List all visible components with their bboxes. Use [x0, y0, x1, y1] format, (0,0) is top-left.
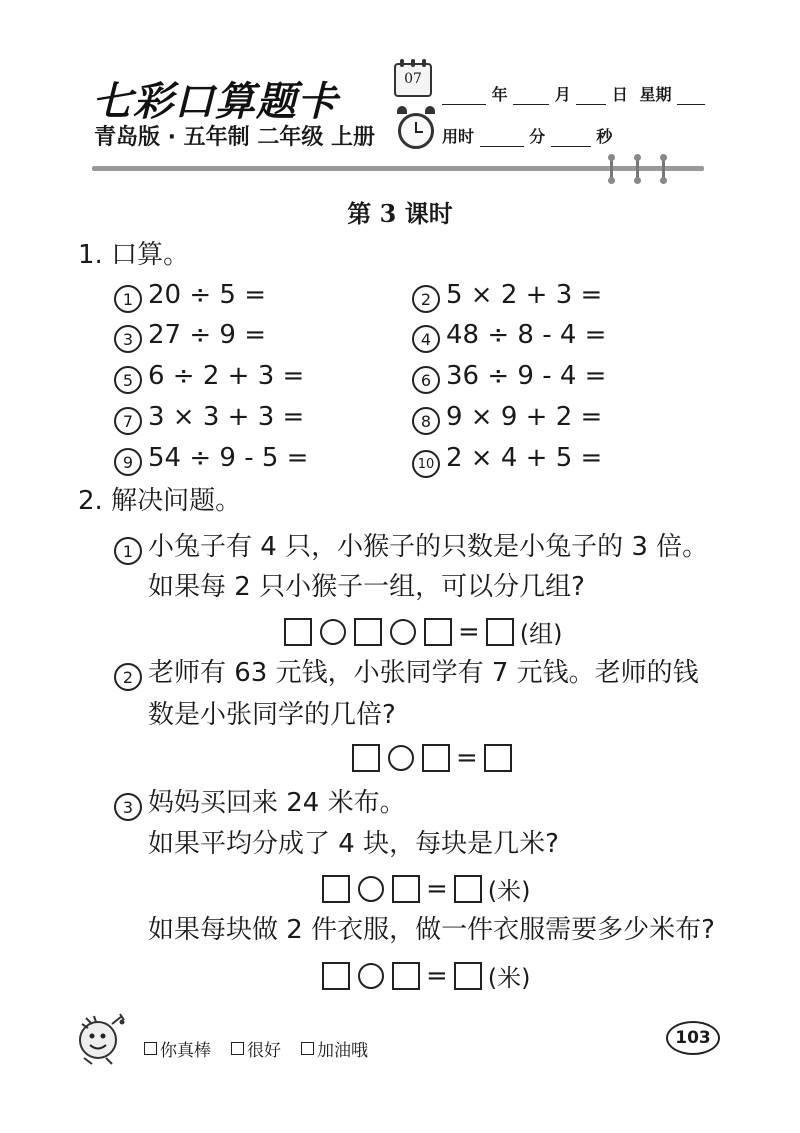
answer-box[interactable]: [454, 875, 482, 903]
problem-3-question-a: 如果平均分成了 4 块，每块是几米?: [148, 829, 559, 859]
section-1-heading: 1. 口算。: [78, 240, 190, 270]
mental-math-item: 6 36 ÷ 9 - 4 =: [412, 363, 606, 394]
rating-option[interactable]: 加油哦: [301, 1036, 368, 1061]
operator-circle[interactable]: [358, 876, 384, 902]
problem-3-text: 3 妈妈买回来 24 米布。: [114, 790, 406, 821]
operator-circle[interactable]: [358, 963, 384, 989]
answer-box[interactable]: [354, 618, 382, 646]
mental-math-item: 10 2 × 4 + 5 =: [412, 445, 602, 478]
day-label: 日: [611, 85, 628, 104]
binder-pin: [662, 156, 665, 182]
section-2-heading: 2. 解决问题。: [78, 486, 242, 516]
answer-frame: [284, 614, 563, 649]
minutes-label: 分: [529, 127, 546, 146]
answer-box[interactable]: [454, 962, 482, 990]
mental-math-item: 7 3 × 3 + 3 =: [114, 404, 304, 435]
problem-1-text: 1 小兔子有 4 只，小猴子的只数是小兔子的 3 倍。: [114, 534, 708, 565]
year-blank[interactable]: [442, 90, 486, 105]
edition-subtitle: 青岛版 · 五年制 二年级 上册: [94, 125, 375, 150]
equals-sign: =: [426, 873, 448, 904]
lesson-title: 第 3 课时: [347, 199, 453, 228]
answer-box[interactable]: [486, 618, 514, 646]
equals-sign: =: [456, 743, 478, 773]
seconds-blank[interactable]: [551, 132, 591, 147]
unit-label: (米): [487, 964, 531, 992]
time-used-label: 用时: [442, 127, 475, 146]
mental-math-item: 4 48 ÷ 8 - 4 =: [412, 322, 606, 353]
time-fill-line: [442, 124, 612, 147]
calendar-number: 07: [404, 71, 422, 87]
answer-box[interactable]: [352, 744, 380, 772]
mental-math-item: 1 20 ÷ 5 =: [114, 282, 266, 313]
answer-frame: [322, 958, 531, 993]
problem-3-question-b: 如果每块做 2 件衣服，做一件衣服需要多少米布?: [148, 915, 715, 945]
problem-1-question: 如果每 2 只小猴子一组，可以分几组?: [148, 572, 585, 602]
problem-2-text: 2 老师有 63 元钱，小张同学有 7 元钱。老师的钱: [114, 660, 699, 691]
binder-pin: [610, 156, 613, 182]
mascot-icon: [72, 1010, 128, 1068]
binder-pin: [636, 156, 639, 182]
checkbox-icon[interactable]: [301, 1042, 314, 1055]
unit-label: (组): [519, 620, 563, 648]
rating-option[interactable]: 你真棒: [144, 1036, 211, 1061]
month-label: 月: [554, 85, 571, 104]
answer-box[interactable]: [392, 962, 420, 990]
alarm-clock-icon: [398, 113, 434, 149]
year-label: 年: [491, 85, 508, 104]
mental-math-item: 8 9 × 9 + 2 =: [412, 404, 602, 435]
self-rating-options: [144, 1036, 368, 1061]
unit-label: (米): [487, 877, 531, 905]
mental-math-item: 9 54 ÷ 9 - 5 =: [114, 445, 308, 476]
mental-math-item: 5 6 ÷ 2 + 3 =: [114, 363, 304, 394]
answer-box[interactable]: [392, 875, 420, 903]
seconds-label: 秒: [596, 127, 613, 146]
mental-math-item: 3 27 ÷ 9 =: [114, 322, 266, 353]
mental-math-item: 2 5 × 2 + 3 =: [412, 282, 602, 313]
brand-title: 七彩口算题卡: [92, 78, 338, 125]
answer-box[interactable]: [424, 618, 452, 646]
equals-sign: =: [426, 960, 448, 991]
answer-box[interactable]: [322, 875, 350, 903]
weekday-blank[interactable]: [677, 90, 705, 105]
checkbox-icon[interactable]: [231, 1042, 244, 1055]
checkbox-icon[interactable]: [144, 1042, 157, 1055]
answer-frame: [322, 871, 531, 906]
operator-circle[interactable]: [390, 619, 416, 645]
minutes-blank[interactable]: [480, 132, 524, 147]
day-blank[interactable]: [576, 90, 606, 105]
equals-sign: =: [458, 616, 480, 647]
operator-circle[interactable]: [320, 619, 346, 645]
answer-box[interactable]: [422, 744, 450, 772]
weekday-label: 星期: [639, 85, 672, 104]
month-blank[interactable]: [513, 90, 549, 105]
operator-circle[interactable]: [388, 745, 414, 771]
page-number: 103: [666, 1021, 720, 1055]
date-fill-line: [442, 82, 705, 105]
calendar-icon: [394, 63, 432, 97]
problem-2-question: 数是小张同学的几倍?: [148, 700, 396, 730]
answer-box[interactable]: [484, 744, 512, 772]
rating-option[interactable]: 很好: [231, 1036, 281, 1061]
answer-box[interactable]: [322, 962, 350, 990]
answer-box[interactable]: [284, 618, 312, 646]
answer-frame: [352, 744, 512, 772]
